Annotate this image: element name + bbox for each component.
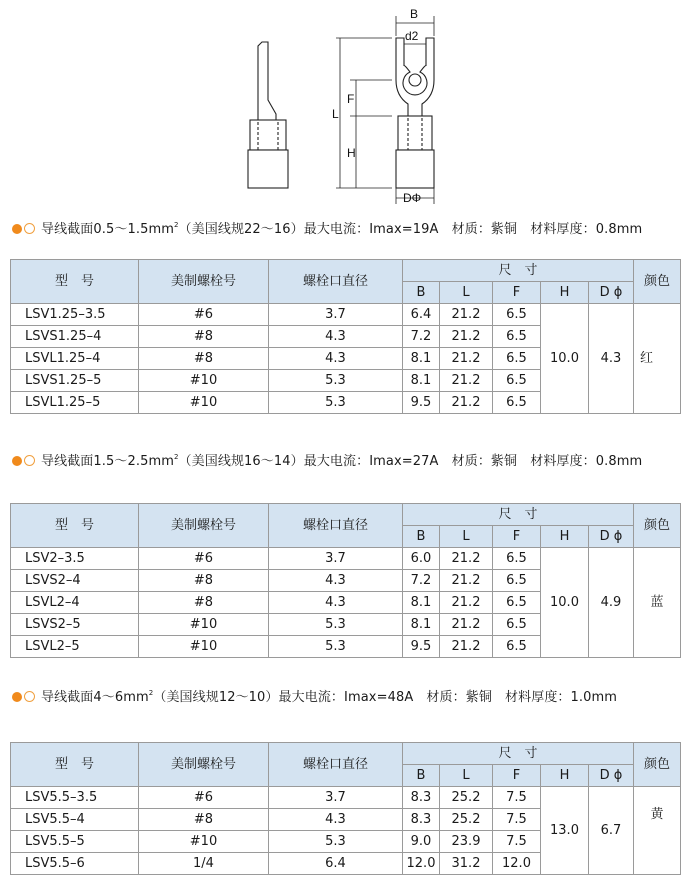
table-row: LSV2–3.5 #6 3.7 6.0 21.2 6.5 10.0 4.9 蓝	[11, 548, 681, 570]
header-size: 尺 寸	[403, 743, 634, 765]
header-color: 颜色	[634, 504, 681, 548]
table-row: LSVL2–4 #8 4.3 8.1 21.2 6.5	[11, 592, 681, 614]
table-row: LSVS2–5 #10 5.3 8.1 21.2 6.5	[11, 614, 681, 636]
open-dot-icon	[24, 455, 35, 466]
table-row: LSVS2–4 #8 4.3 7.2 21.2 6.5	[11, 570, 681, 592]
table-row: LSVL2–5 #10 5.3 9.5 21.2 6.5	[11, 636, 681, 658]
cell-Dphi: 6.7	[589, 787, 634, 875]
header-hole: 螺栓口直径	[269, 504, 403, 548]
cell-Dphi: 4.3	[589, 304, 634, 414]
orange-dot-icon	[12, 456, 22, 466]
header-hole: 螺栓口直径	[269, 743, 403, 787]
spec-line-2: 导线截面$1.5\sim 2.5mm^2$（美国线规16～14）最大电流：Imax=27A 材质：紫铜 材料厚度：0.8mm	[12, 450, 642, 469]
table-row: LSV5.5–6 1/4 6.4 12.0 31.2 12.0	[11, 853, 681, 875]
header-hole: 螺栓口直径	[269, 260, 403, 304]
spec-line-3: 导线截面$4\sim 6mm^2$（美国线规12～10）最大电流：Imax=48A 材质：紫铜 材料厚度：1.0mm	[12, 686, 617, 705]
label-F: F	[347, 92, 355, 106]
header-color: 颜色	[634, 260, 681, 304]
cell-H: 10.0	[541, 304, 589, 414]
header-H: H	[541, 282, 589, 304]
terminal-drawing	[0, 0, 690, 210]
cell-H: 10.0	[541, 548, 589, 658]
spec-table-2	[10, 503, 681, 658]
header-model: 型 号	[11, 260, 139, 304]
header-L: L	[440, 526, 493, 548]
table-row: LSVL1.25–5 #10 5.3 9.5 21.2 6.5	[11, 392, 681, 414]
header-color: 颜色	[634, 743, 681, 787]
header-B: B	[403, 282, 440, 304]
table-row: LSV1.25–3.5 #6 3.7 6.4 21.2 6.5 10.0 4.3 红	[11, 304, 681, 326]
orange-dot-icon	[12, 224, 22, 234]
spec-table-3	[10, 742, 681, 875]
orange-dot-icon	[12, 692, 22, 702]
header-F: F	[493, 526, 541, 548]
header-Dphi: D ϕ	[589, 282, 634, 304]
open-dot-icon	[24, 223, 35, 234]
header-bolt: 美制螺栓号	[139, 260, 269, 304]
header-L: L	[440, 282, 493, 304]
header-F: F	[493, 765, 541, 787]
header-B: B	[403, 526, 440, 548]
header-bolt: 美制螺栓号	[139, 743, 269, 787]
label-L: L	[332, 107, 339, 121]
label-H: H	[347, 146, 356, 160]
header-Dphi: D ϕ	[589, 765, 634, 787]
open-dot-icon	[24, 691, 35, 702]
header-H: H	[541, 526, 589, 548]
label-B: B	[410, 7, 419, 21]
header-H: H	[541, 765, 589, 787]
label-d2: d2	[405, 29, 419, 43]
cell-H: 13.0	[541, 787, 589, 875]
cell-color: 红	[634, 304, 681, 414]
header-model: 型 号	[11, 743, 139, 787]
table-row: LSVS1.25–4 #8 4.3 7.2 21.2 6.5	[11, 326, 681, 348]
cell-Dphi: 4.9	[589, 548, 634, 658]
cell-color: 黄	[634, 787, 681, 875]
header-size: 尺 寸	[403, 504, 634, 526]
header-F: F	[493, 282, 541, 304]
spec-line-1: 导线截面$0.5\sim 1.5mm^2$（美国线规22～16）最大电流：Imax=19A 材质：紫铜 材料厚度：0.8mm	[12, 218, 642, 237]
header-Dphi: D ϕ	[589, 526, 634, 548]
table-row: LSVL1.25–4 #8 4.3 8.1 21.2 6.5	[11, 348, 681, 370]
table-row: LSV5.5–5 #10 5.3 9.0 23.9 7.5	[11, 831, 681, 853]
table-row: LSV5.5–4 #8 4.3 8.3 25.2 7.5	[11, 809, 681, 831]
side-view	[248, 42, 288, 188]
header-bolt: 美制螺栓号	[139, 504, 269, 548]
label-Dphi: DΦ	[403, 191, 422, 205]
spec-table-1	[10, 259, 681, 414]
front-view	[396, 38, 434, 188]
table-row: LSVS1.25–5 #10 5.3 8.1 21.2 6.5	[11, 370, 681, 392]
cell-color: 蓝	[634, 548, 681, 658]
header-B: B	[403, 765, 440, 787]
table-row: LSV5.5–3.5 #6 3.7 8.3 25.2 7.5 13.0 6.7 黄	[11, 787, 681, 809]
header-L: L	[440, 765, 493, 787]
header-model: 型 号	[11, 504, 139, 548]
header-size: 尺 寸	[403, 260, 634, 282]
